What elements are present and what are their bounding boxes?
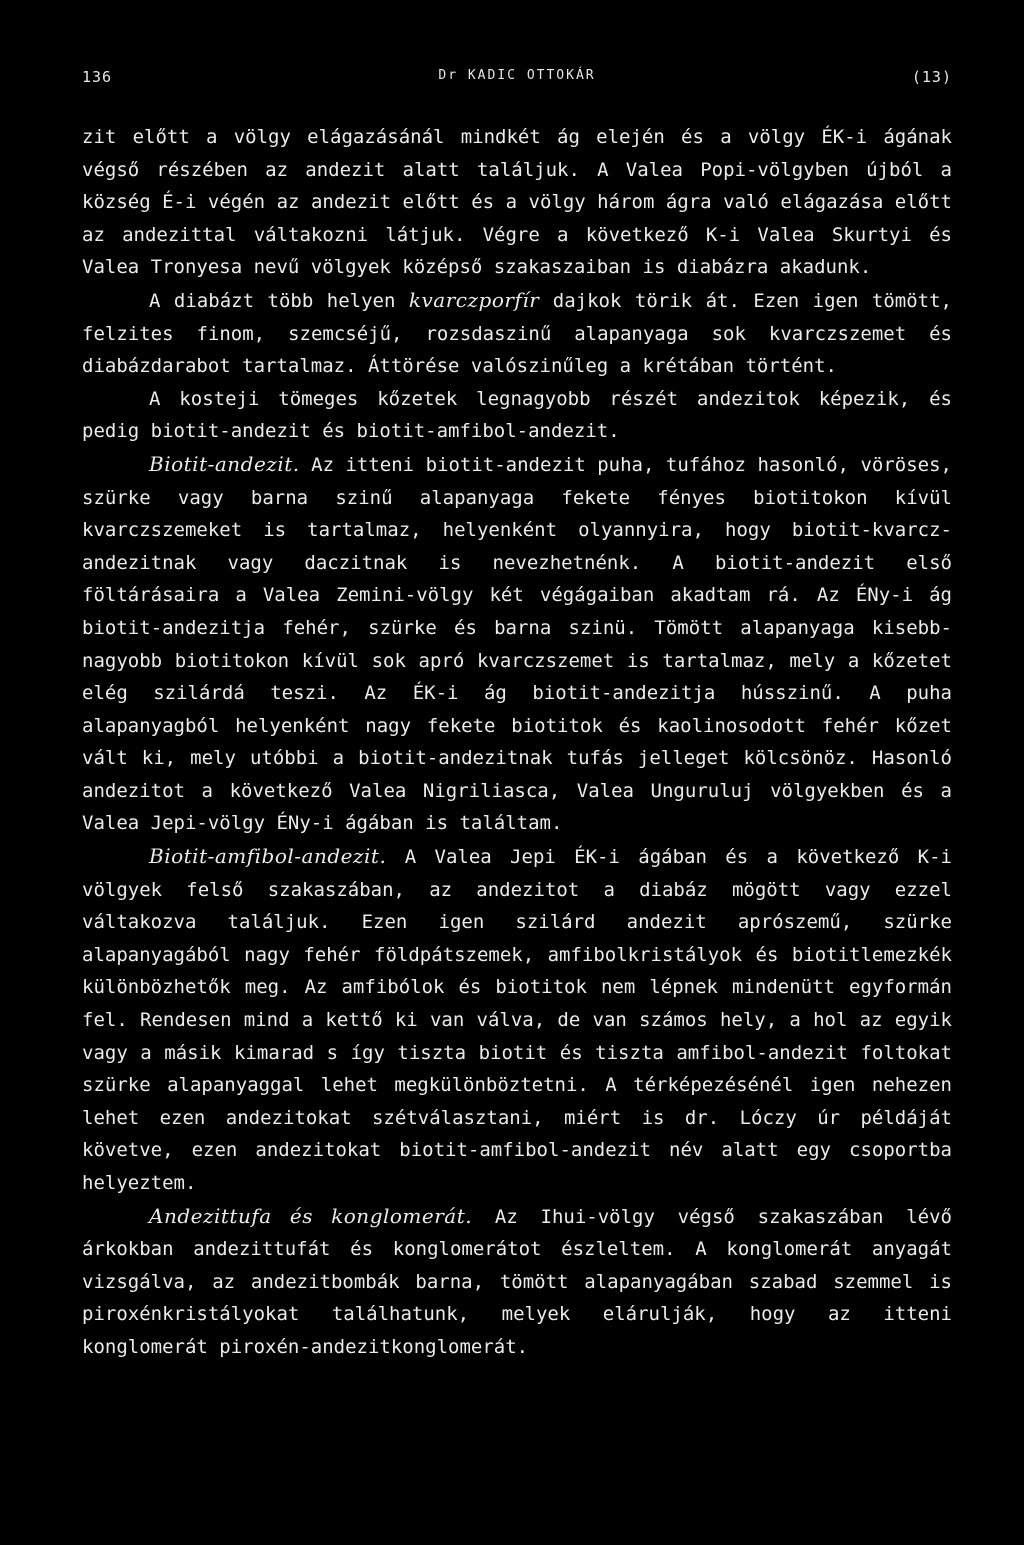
page-number: 136 (82, 68, 113, 86)
paragraph-3 (82, 383, 952, 448)
paragraph-5-text: A Valea Jepi ÉK-i ágában és a következő K-i völgyek felső szakaszában, az andezitot a diabáz mögött vagy ezzel váltakozva találjuk. Ezen igen szilárd andezit aprószemű, szürke alapanyagából nagy fehér földpátszemek, amfibolkristályok és biotitlemezkék különbözhetők meg. Az amfibólok és biotitok nem lépnek mindenütt egyformán fel. Rendesen mind a kettő ki van válva, de van számos hely, a hol az egyik vagy a másik kimarad s így tiszta biotit és tiszta amfibol-andezit foltokat szürke alapanyaggal lehet megkülönböztetni. A térképezésénél igen nehezen lehet ezen andezitokat szétválasztani, miért is dr. Lóczy úr példáját követve, ezen andezitokat biotit-amfibol-andezit név alatt egy csoportba helyeztem. (82, 846, 952, 1194)
running-title: Dr KADIC OTTOKÁR (438, 68, 596, 83)
paragraph-2-text: dajkok törik át. Ezen igen tömött, felzites finom, szemcséjű, rozsdaszinű alapanyaga sok kvarczszemet és diabázdarabot tartalmaz. Áttörése valószinűleg a krétában történt. (82, 289, 952, 378)
body-text (82, 121, 952, 1364)
paragraph-1-text: zit előtt a völgy elágazásánál mindkét ág elején és a völgy ÉK-i ágának végső részében az andezit alatt találjuk. A Valea Popi-völgyben újból a község É-i végén az andezit előtt és a völgy három ágra való elágazása előtt az andezittal váltakozni látjuk. Végre a következő K-i Valea Skurtyi és Valea Tronyesa nevű völgyek középső szakaszaiban is diabázra akadunk. (82, 126, 952, 279)
paragraph-3-text: A kosteji tömeges kőzetek legnagyobb részét andezitok képezik, és pedig biotit-andezit és biotit-amfibol-andezit. (82, 387, 952, 443)
paragraph-6-text: Az Ihui-völgy végső szakaszában lévő árkokban andezittufát és konglomerátot észleltem. A konglomerát anyagát vizsgálva, az andezitbombák barna, tömött alapanyagában szabad szemmel is piroxénkristályokat találhatunk, melyek elárulják, hogy az itteni konglomerát piroxén-andezitkonglomerát. (82, 1205, 952, 1358)
paragraph-2-lead: A diabázt több helyen (149, 289, 409, 312)
paragraph-5 (82, 840, 952, 1200)
paragraph-6 (82, 1200, 952, 1364)
page-header (82, 68, 952, 98)
paragraph-1 (82, 121, 952, 284)
paragraph-4 (82, 448, 952, 840)
section-number: (13) (911, 68, 952, 86)
kvarczporfir-term: kvarczporfír (408, 287, 540, 312)
paragraph-4-text: Az itteni biotit-andezit puha, tufához hasonló, vöröses, szürke vagy barna szinű alapanyaga fekete fényes biotitokon kívül kvarczszemeket is tartalmaz, helyenként olyannyira, hogy biotit-kvarcz-andezitnak vagy daczitnak is nevezhetnénk. A biotit-andezit első föltárásaira a Valea Zemini-völgy két végágaiban akadtam rá. Az ÉNy-i ág biotit-andezitja fehér, szürke és barna szinü. Tömött alapanyaga kisebb-nagyobb biotitokon kívül sok apró kvarczszemet is tartalmaz, mely a kőzetet elég szilárdá teszi. Az ÉK-i ág biotit-andezitja hússzinű. A puha alapanyagból helyenként nagy fekete biotitok és kaolinosodott fehér kőzet vált ki, mely utóbbi a biotit-andezitnak tufás jelleget kölcsönöz. Hasonló andezitot a következő Valea Nigriliasca, Valea Unguruluj völgyekben és a Valea Jepi-völgy ÉNy-i ágában is találtam. (82, 453, 952, 835)
andezittufa-heading: Andezittufa és konglomerát. (149, 1203, 473, 1228)
biotit-andezit-heading: Biotit-andezit. (149, 451, 300, 476)
paragraph-2 (82, 284, 952, 383)
biotit-amfibol-andezit-heading: Biotit-amfibol-andezit. (149, 844, 387, 869)
